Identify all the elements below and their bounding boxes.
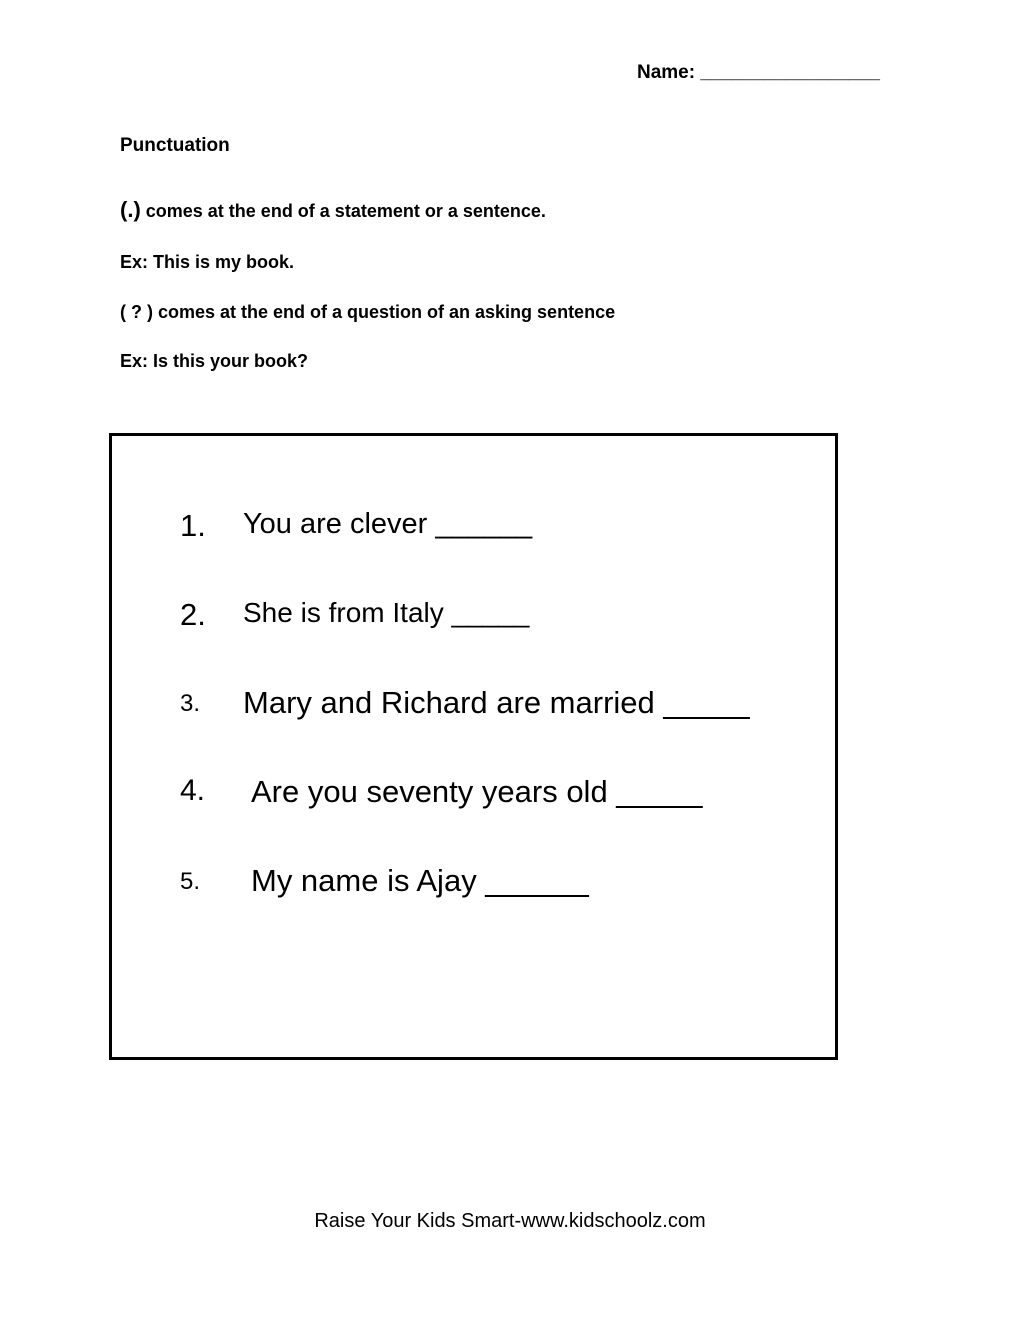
item-sentence[interactable]: She is from Italy _____ [243, 597, 530, 628]
rule-question-mark: ( ? ) comes at the end of a question of an asking sentence [120, 302, 616, 322]
item-number: 3. [180, 690, 201, 717]
period-symbol: (.) [120, 197, 141, 222]
item-sentence[interactable]: Mary and Richard are married _____ [243, 685, 750, 720]
rule-period-text: comes at the end of a statement or a sentence. [140, 201, 546, 221]
example-question-mark: Ex: Is this your book? [120, 351, 309, 371]
item-number: 4. [180, 774, 206, 807]
item-number: 5. [180, 868, 201, 895]
worksheet-title: Punctuation [120, 135, 230, 156]
footer-credit: Raise Your Kids Smart-www.kidschoolz.com [314, 1210, 706, 1232]
rule-period [120, 197, 546, 223]
item-sentence[interactable]: Are you seventy years old _____ [251, 774, 703, 809]
example-period: Ex: This is my book. [120, 252, 295, 272]
item-sentence[interactable]: My name is Ajay ______ [251, 863, 589, 898]
item-number: 2. [180, 597, 206, 632]
name-field[interactable]: Name: _________________ [637, 62, 880, 83]
item-number: 1. [180, 508, 206, 543]
item-sentence[interactable]: You are clever ______ [243, 508, 533, 540]
